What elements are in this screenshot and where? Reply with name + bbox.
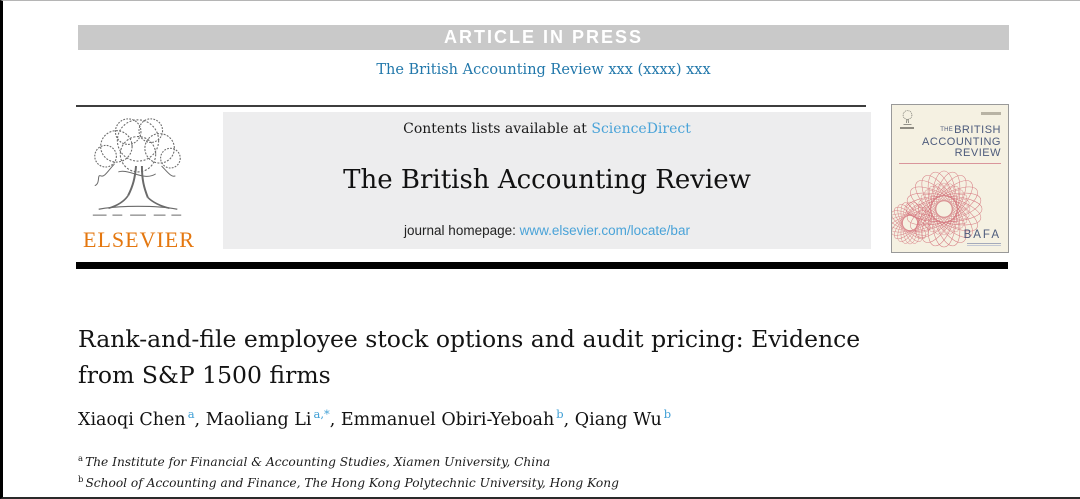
affiliation-marker: b	[78, 474, 84, 485]
affiliation-text: School of Accounting and Finance, The Hong Kong Polytechnic University, Hong Kong	[85, 475, 619, 490]
journal-name: The British Accounting Review	[343, 165, 751, 195]
author-name: Maoliang Li	[205, 409, 312, 430]
author	[78, 407, 195, 430]
cover-title-line2: ACCOUNTING	[922, 135, 1001, 148]
affiliation-text: The Institute for Financial & Accounting Studies, Xiamen University, China	[85, 455, 551, 470]
article-in-press-banner	[78, 25, 1009, 50]
affiliation-list	[78, 451, 978, 492]
author	[574, 407, 672, 430]
cover-journal-title	[922, 125, 1001, 160]
author	[205, 407, 330, 430]
cover-title-the: THE	[940, 127, 954, 133]
journal-cover-thumbnail	[891, 104, 1009, 253]
author-affiliation-marker: b	[663, 407, 672, 421]
author-name: Qiang Wu	[574, 409, 662, 430]
affiliation	[78, 472, 978, 493]
cover-title-line3: REVIEW	[954, 147, 1001, 159]
affiliation	[78, 451, 978, 472]
cover-bafa-label: BAFA	[963, 228, 1001, 241]
elsevier-logo-block	[65, 111, 213, 251]
article-title-line1: Rank-and-file employee stock options and audit pricing: Evidence	[78, 325, 861, 353]
contents-line	[403, 121, 691, 137]
sciencedirect-link[interactable]: ScienceDirect	[591, 121, 691, 137]
author-affiliation-marker: a	[187, 407, 195, 421]
cover-title-line1: BRITISH	[954, 124, 1001, 136]
article-title-line2: from S&P 1500 firms	[78, 361, 331, 389]
elsevier-tree-icon	[79, 111, 197, 223]
author	[340, 407, 564, 430]
header-top-rule	[76, 105, 866, 107]
homepage-prefix: journal homepage:	[404, 223, 520, 238]
article-title	[78, 321, 938, 393]
author-affiliation-marker: a,*	[313, 407, 330, 421]
author-name: Xiaoqi Chen	[78, 409, 186, 430]
cover-elsevier-mini-icon	[900, 110, 915, 127]
cover-issn-text	[981, 112, 1001, 115]
author-list: Xiaoqi Chen $^a$, Maoliang Li $^{a,*}$, Emmanuel Obiri-Yeboah $^b$, Qiang Wu $^b$	[78, 407, 672, 430]
header-divider-bar	[76, 262, 1008, 269]
homepage-line	[404, 223, 690, 238]
elsevier-wordmark: ELSEVIER	[83, 227, 195, 252]
journal-homepage-link[interactable]: www.elsevier.com/locate/bar	[519, 223, 690, 238]
citation-line: The British Accounting Review xxx (xxxx) xxx	[376, 62, 711, 78]
affiliation-marker: a	[78, 454, 84, 464]
cover-bafa-subtext	[967, 243, 1001, 246]
author-name: Emmanuel Obiri-Yeboah	[340, 409, 555, 430]
journal-masthead-box	[223, 112, 871, 249]
cover-elsevier-mini-text	[900, 127, 914, 129]
article-in-press-label: ARTICLE IN PRESS	[443, 27, 644, 47]
author-affiliation-marker: b	[556, 407, 564, 421]
contents-prefix: Contents lists available at	[403, 121, 592, 137]
